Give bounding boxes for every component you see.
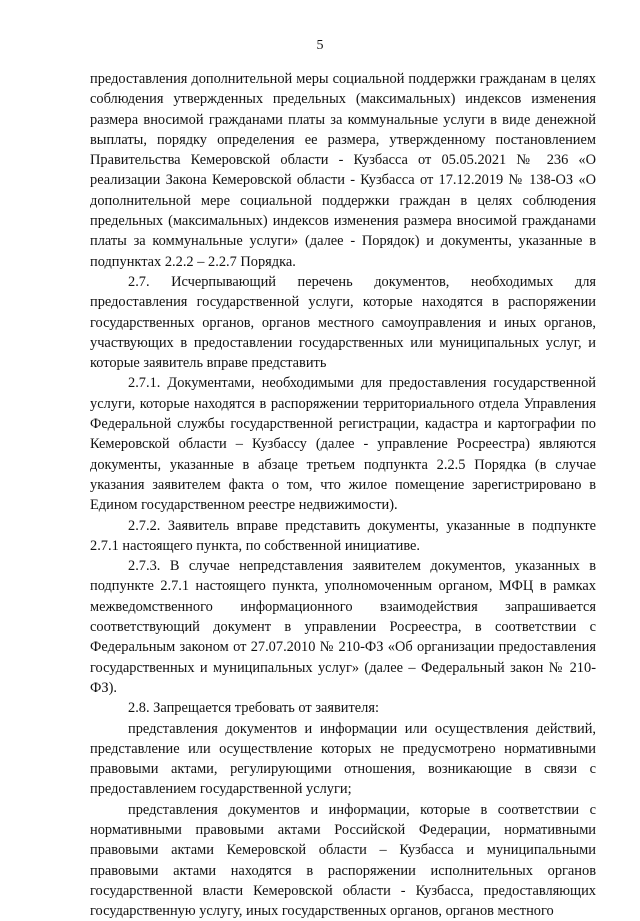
paragraph: 2.8. Запрещается требовать от заявителя: <box>128 700 379 717</box>
paragraph: предоставления дополнительной меры социальной поддержки гражданам в целях соблюдения утвержденных предельных (максимальных) индексов изменения размера вносимой гражданами платы за коммунальные услуги в виде денежной выплаты, порядку определения ее размера, утвержденному постановлением Правительства Кемеровской области - Кузбасса от 05.05.2021 № 236 «О реализации Закона Кемеровской области - Кузбасса от 17.12.2019 № 138-ОЗ «О дополнительной мере социальной поддержки граждан в целях соблюдения предельных (максимальных) индексов изменения размера вносимой гражданами платы за коммунальные услуги» (далее - Порядок) и документы, указанные в подпунктах 2.2.2 – 2.2.7 Порядка. <box>90 71 596 270</box>
page-number: 5 <box>316 38 324 53</box>
paragraph: представления документов и информации, которые в соответствии с нормативными правовыми актами Российской Федерации, нормативными правовыми актами Кемеровской области – Кузбасса и муниципальными правовыми актами находятся в распоряжении исполнительных органов государственной власти Кемеровской области - Кузбасса, предоставляющих государственную услугу, иных государственных органов, органов местного <box>90 801 596 920</box>
paragraph: 2.7.3. В случае непредставления заявителем документов, указанных в подпункте 2.7.1 настоящего пункта, уполномоченным органом, МФЦ в рамках межведомственного информационного взаимодействия запрашивается соответствующий документ в управлении Росреестра, в соответствии с Федеральным законом от 27.07.2010 № 210-ФЗ «Об организации предоставления государственных и муниципальных услуг» (далее – Федеральный закон № 210-ФЗ). <box>90 558 596 696</box>
paragraph: 2.7.1. Документами, необходимыми для предоставления государственной услуги, которые находятся в распоряжении территориального отдела Управления Федеральной службы государственной регистрации, кадастра и картографии по Кемеровской области – Кузбассу (далее - управление Росреестра) являются документы, указанные в абзаце третьем подпункта 2.2.5 Порядка (в случае указания заявителем факта о том, что жилое помещение зарегистрировано в Едином государственном реестре недвижимости). <box>90 375 596 514</box>
document-body <box>90 69 596 921</box>
paragraph: представления документов и информации или осуществления действий, представление или осуществление которых не предусмотрено нормативными правовыми актами, регулирующими отношения, возникающие в связи с предоставлением государственной услуги; <box>90 720 596 798</box>
paragraph: 2.7.2. Заявитель вправе представить документы, указанные в подпункте 2.7.1 настоящего пункта, по собственной инициативе. <box>90 517 596 554</box>
paragraph: 2.7. Исчерпывающий перечень документов, необходимых для предоставления государственной услуги, которые находятся в распоряжении государственных органов, органов местного самоуправления и иных органов, участвующих в предоставлении государственных или муниципальных услуг, и которые заявитель вправе представить <box>90 273 596 372</box>
